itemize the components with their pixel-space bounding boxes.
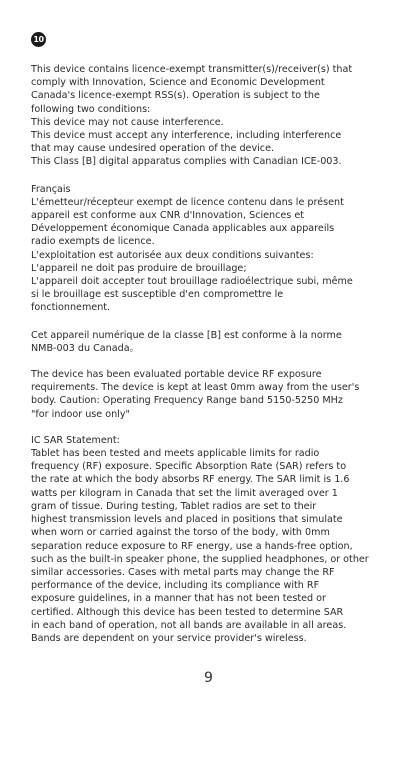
rf-exposure-paragraph <box>31 368 403 421</box>
text-line: Canada's licence-exempt RSS(s). Operation is subject to the <box>31 90 320 102</box>
text-line: NMB-003 du Canada。 <box>31 342 140 354</box>
text-line: appareil est conforme aux CNR d'Innovation, Sciences et <box>31 210 305 222</box>
text-line: exposure guidelines, in a manner that has not been tested or <box>31 593 326 605</box>
section-heading-francais: Français <box>31 183 71 195</box>
text-line: Tablet has been tested and meets applicable limits for radio <box>31 448 320 460</box>
document-body <box>31 63 403 645</box>
text-line: separation reduce exposure to RF energy, use a hands-free option, <box>31 540 353 552</box>
text-line: This Class [B] digital apparatus complies with Canadian ICE-003. <box>31 156 342 168</box>
text-line: performance of the device, including its compliance with RF <box>31 580 320 592</box>
text-line: when worn or carried against the torso of the body, with 0mm <box>31 527 330 539</box>
text-line: L'appareil doit accepter tout brouillage radioélectrique subi, même <box>31 276 353 288</box>
text-line: L'exploitation est autorisée aux deux conditions suivantes: <box>31 249 314 261</box>
text-line: "for indoor use only" <box>31 408 130 420</box>
text-line: comply with Innovation, Science and Economic Development <box>31 77 325 89</box>
nmb-statement-paragraph <box>31 329 403 355</box>
text-line: in each band of operation, not all bands are available in all areas. <box>31 619 347 631</box>
text-line: Cet appareil numérique de la classe [B] est conforme à la norme <box>31 329 342 341</box>
text-line: Bands are dependent on your service provider's wireless. <box>31 632 307 644</box>
text-line: watts per kilogram in Canada that set the limit averaged over 1 <box>31 487 338 499</box>
text-line: body. Caution: Operating Frequency Range band 5150-5250 MHz <box>31 395 343 407</box>
text-line: gram of tissue. During testing, Tablet radios are set to their <box>31 500 317 512</box>
badge-number: 10 <box>33 35 44 44</box>
text-line: highest transmission levels and placed in positions that simulate <box>31 514 343 526</box>
text-line: This device may not cause interference. <box>31 116 224 128</box>
french-compliance-paragraph <box>31 183 403 315</box>
text-line: si le brouillage est susceptible d'en compromettre le <box>31 289 284 301</box>
section-heading-ic-sar: IC SAR Statement: <box>31 434 120 446</box>
page-number: 9 <box>204 670 213 686</box>
text-line: L'appareil ne doit pas produire de brouillage; <box>31 262 247 274</box>
text-line: L'émetteur/récepteur exempt de licence contenu dans le présent <box>31 196 344 208</box>
text-line: similar accessories. Cases with metal parts may change the RF <box>31 566 335 578</box>
page-section-badge <box>31 32 46 47</box>
text-line: the rate at which the body absorbs RF energy. The SAR limit is 1.6 <box>31 474 350 486</box>
text-line: radio exempts de licence. <box>31 236 155 248</box>
text-line: Développement économique Canada applicables aux appareils <box>31 223 335 235</box>
text-line: that may cause undesired operation of the device. <box>31 143 275 155</box>
text-line: fonctionnement. <box>31 302 111 314</box>
text-line: such as the built-in speaker phone, the supplied headphones, or other <box>31 553 369 565</box>
text-line: frequency (RF) exposure. Specific Absorption Rate (SAR) refers to <box>31 461 347 473</box>
text-line: certified. Although this device has been tested to determine SAR <box>31 606 344 618</box>
text-line: The device has been evaluated portable device RF exposure <box>31 369 322 381</box>
text-line: This device contains licence-exempt transmitter(s)/receiver(s) that <box>31 64 353 75</box>
text-line: following two conditions: <box>31 103 151 115</box>
english-compliance-paragraph <box>31 63 403 169</box>
text-line: requirements. The device is kept at least 0mm away from the user's <box>31 382 360 394</box>
ic-sar-statement-paragraph <box>31 434 403 645</box>
text-line: This device must accept any interference, including interference <box>31 130 342 142</box>
